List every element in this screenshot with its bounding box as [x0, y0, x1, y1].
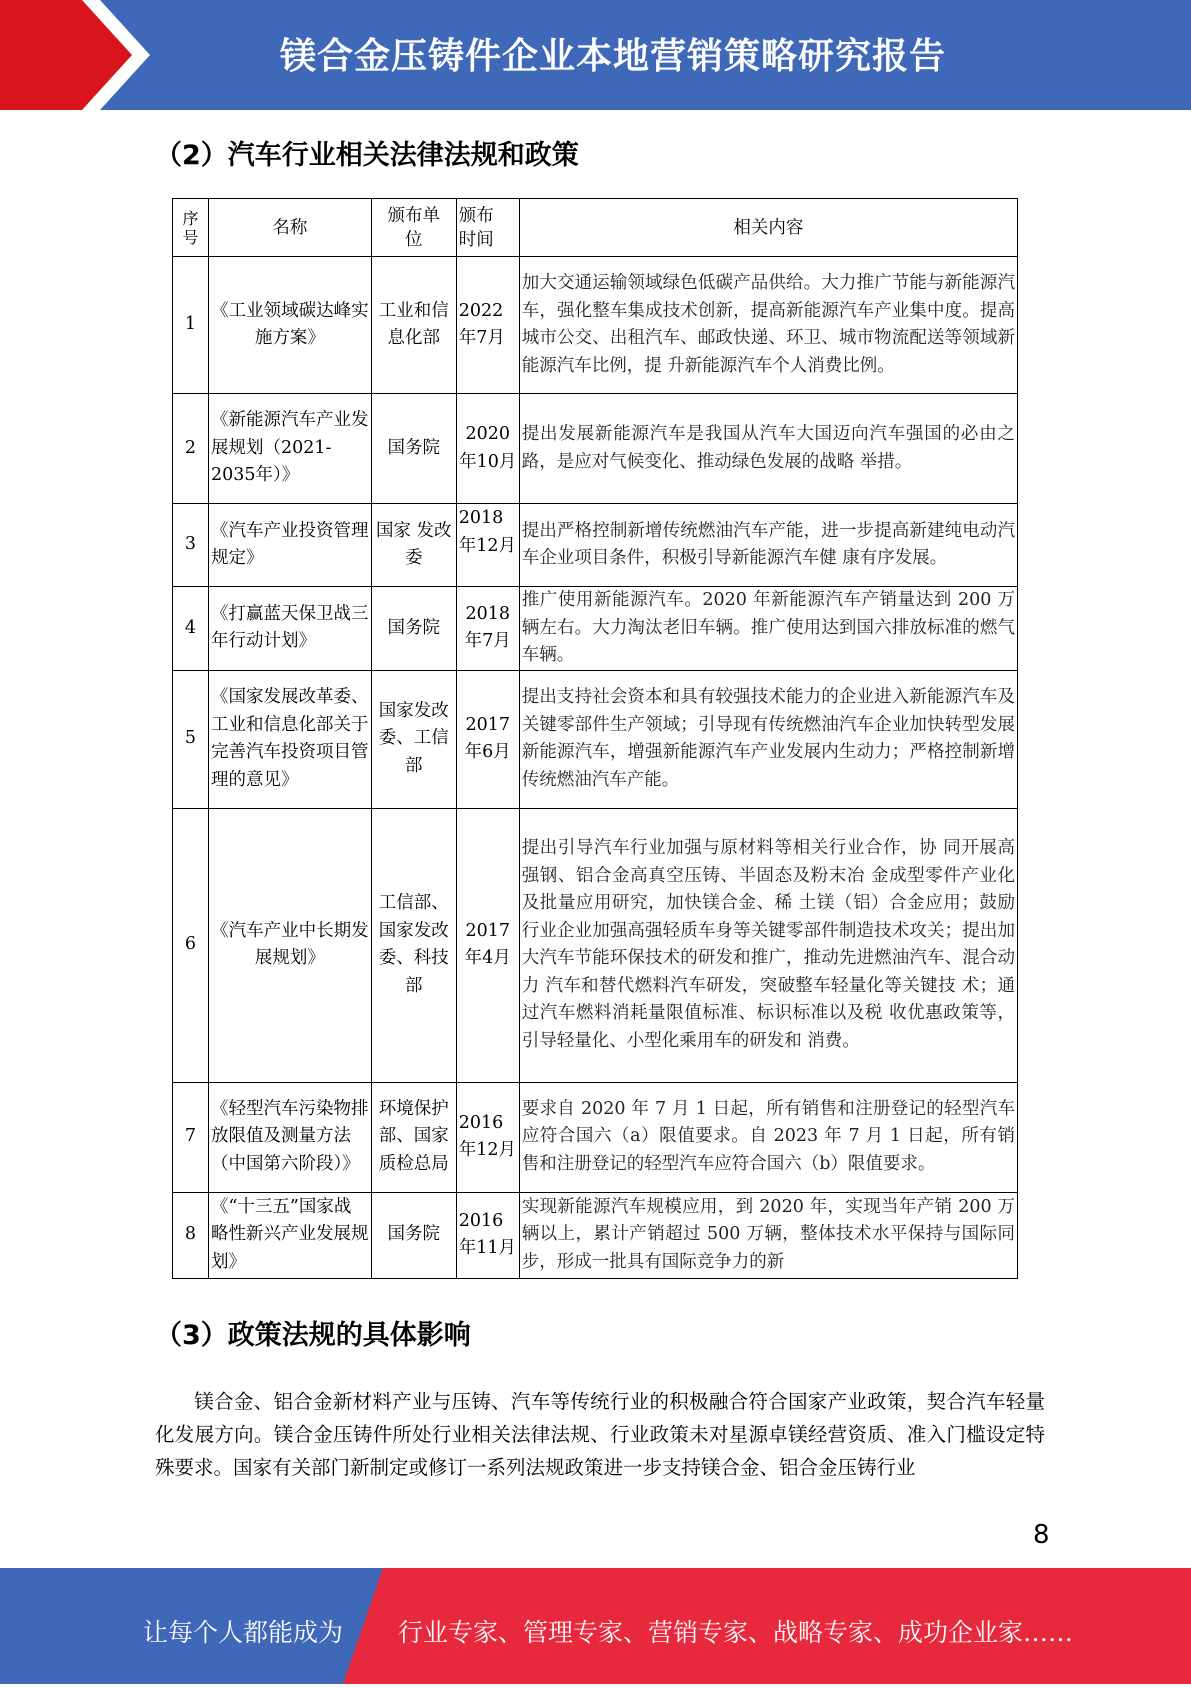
row-time: 2017年6月: [456, 670, 519, 808]
row-content: [519, 1192, 1017, 1278]
row-content-text: 实现新能源汽车规模应用，到 2020 年，实现当年产销 200 万辆以上，累计产销超过 500 万辆，整体技术水平保持与国际同步，形成一批具有国际竞争力的新: [521, 1196, 1015, 1272]
table-row: [173, 670, 1018, 808]
row-time: 2018年7月: [456, 587, 519, 671]
row-unit: 工业和信息化部: [371, 257, 456, 394]
impact-paragraph-text: 镁合金、铝合金新材料产业与压铸、汽车等传统行业的积极融合符合国家产业政策，契合汽车轻量化发展方向。镁合金压铸件所处行业相关法律法规、行业政策未对星源卓镁经营资质、准入门槛设定特殊要求。国家有关部门新制定或修订一系列法规政策进一步支持镁合金、铝合金压铸行业: [155, 1390, 1045, 1479]
impact-paragraph: [155, 1385, 1045, 1484]
row-name: 《国家发展改革委、工业和信息化部关于完善汽车投资项目管理的意见》: [208, 670, 371, 808]
row-unit: 国家 发改委: [371, 504, 456, 587]
row-index: 1: [173, 257, 209, 394]
row-content: 加大交通运输领域绿色低碳产品供给。大力推广节能与新能源汽车，强化整车集成技术创新，提高新能源汽车产业集中度。提高城市公交、出租汽车、邮政快递、环卫、城市物流配送等领域新能源汽车比例，提 升新能源汽车个人消费比例。: [519, 257, 1017, 394]
row-name: 《汽车产业中长期发展规划》: [208, 808, 371, 1082]
row-index: 6: [173, 808, 209, 1082]
row-content: 提出发展新能源汽车是我国从汽车大国迈向汽车强国的必由之路，是应对气候变化、推动绿色发展的战略 举措。: [519, 394, 1017, 504]
row-time: 2020年10月: [456, 394, 519, 504]
header-unit-line2: 位: [405, 229, 423, 250]
row-index: 5: [173, 670, 209, 808]
row-index: 8: [173, 1192, 209, 1278]
table-header-row: [173, 199, 1018, 257]
row-content: 提出引导汽车行业加强与原材料等相关行业合作，协 同开展高强钢、铝合金高真空压铸、半固态及粉末冶 金成型零件产业化及批量应用研究，加快镁合金、稀 土镁（铝）合金应用；鼓励行业企业加强高强轻质车身等关键零部件制造技术攻关；提出加大汽车节能环保技术的研发和推广，推动先进燃油汽车、混合动力 汽车和替代燃料汽车研发，突破整车轻量化等关键技 术；通过汽车燃料消耗量限值标准、标识标准以及税 收优惠政策等，引导轻量化、小型化乘用车的研发和 消费。: [519, 808, 1017, 1082]
row-name: 《工业领域碳达峰实施方案》: [208, 257, 371, 394]
policy-table: [172, 198, 1018, 1279]
row-time-text: 2018年12月: [458, 508, 517, 556]
row-content: 要求自 2020 年 7 月 1 日起，所有销售和注册登记的轻型汽车应符合国六（a）限值要求。自 2023 年 7 月 1 日起，所有销售和注册登记的轻型汽车应符合国六（b）限值要求。: [519, 1082, 1017, 1192]
header-time-line1: 颁布: [458, 205, 494, 226]
row-name: 《轻型汽车污染物排放限值及测量方法（中国第六阶段）》: [208, 1082, 371, 1192]
table-row: [173, 1192, 1018, 1278]
row-content: 提出支持社会资本和具有较强技术能力的企业进入新能源汽车及关键零部件生产领域；引导现有传统燃油汽车企业加快转型发展新能源汽车，增强新能源汽车产业发展内生动力；严格控制新增传统燃油汽车产能。: [519, 670, 1017, 808]
footer-slogan-right: 行业专家、管理专家、营销专家、战略专家、成功企业家……: [398, 1618, 1074, 1647]
table-row: [173, 808, 1018, 1082]
row-name: 《打赢蓝天保卫战三年行动计划》: [208, 587, 371, 671]
row-content: 推广使用新能源汽车。2020 年新能源汽车产销量达到 200 万辆左右。大力淘汰老旧车辆。推广使用达到国六排放标准的燃气车辆。: [519, 587, 1017, 671]
row-name: 《汽车产业投资管理规定》: [208, 504, 371, 587]
row-index: 2: [173, 394, 209, 504]
row-unit: 国务院: [371, 394, 456, 504]
row-unit: 环境保护部、国家质检总局: [371, 1082, 456, 1192]
header-unit: [371, 199, 456, 257]
row-index: 7: [173, 1082, 209, 1192]
table-row: [173, 257, 1018, 394]
header-unit-line1: 颁布单: [387, 205, 441, 226]
row-name: 《新能源汽车产业发展规划（2021-2035年）》: [208, 394, 371, 504]
row-unit: 国务院: [371, 587, 456, 671]
header-banner: [0, 0, 1191, 110]
row-time: 2022年7月: [456, 257, 519, 394]
row-time: 2016年11月: [456, 1192, 519, 1278]
header-time-line2: 时间: [458, 229, 494, 250]
row-time: 2016年12月: [456, 1082, 519, 1192]
row-time: 2017年4月: [456, 808, 519, 1082]
header-time: [456, 199, 519, 257]
row-unit: 国家发改委、工信部: [371, 670, 456, 808]
table-row: [173, 587, 1018, 671]
report-title: 镁合金压铸件企业本地营销策略研究报告: [280, 36, 947, 77]
table-row: [173, 504, 1018, 587]
row-unit: 工信部、国家发改委、科技部: [371, 808, 456, 1082]
row-index: 3: [173, 504, 209, 587]
section-title-impact: （3）政策法规的具体影响: [155, 1320, 471, 1351]
page-number: 8: [1033, 1520, 1050, 1550]
row-index: 4: [173, 587, 209, 671]
header-content: 相关内容: [519, 199, 1017, 257]
row-name: 《“十三五”国家战略性新兴产业发展规划》: [208, 1192, 371, 1278]
row-time: [456, 504, 519, 587]
header-name: 名称: [208, 199, 371, 257]
row-content: 提出严格控制新增传统燃油汽车产能，进一步提高新建纯电动汽车企业项目条件，积极引导新能源汽车健 康有序发展。: [519, 504, 1017, 587]
footer-slogan-left: 让每个人都能成为: [143, 1618, 344, 1647]
header-index: 序号: [173, 199, 209, 257]
row-unit: 国务院: [371, 1192, 456, 1278]
table-row: [173, 1082, 1018, 1192]
section-title-laws: （2）汽车行业相关法律法规和政策: [155, 140, 579, 171]
table-row: [173, 394, 1018, 504]
